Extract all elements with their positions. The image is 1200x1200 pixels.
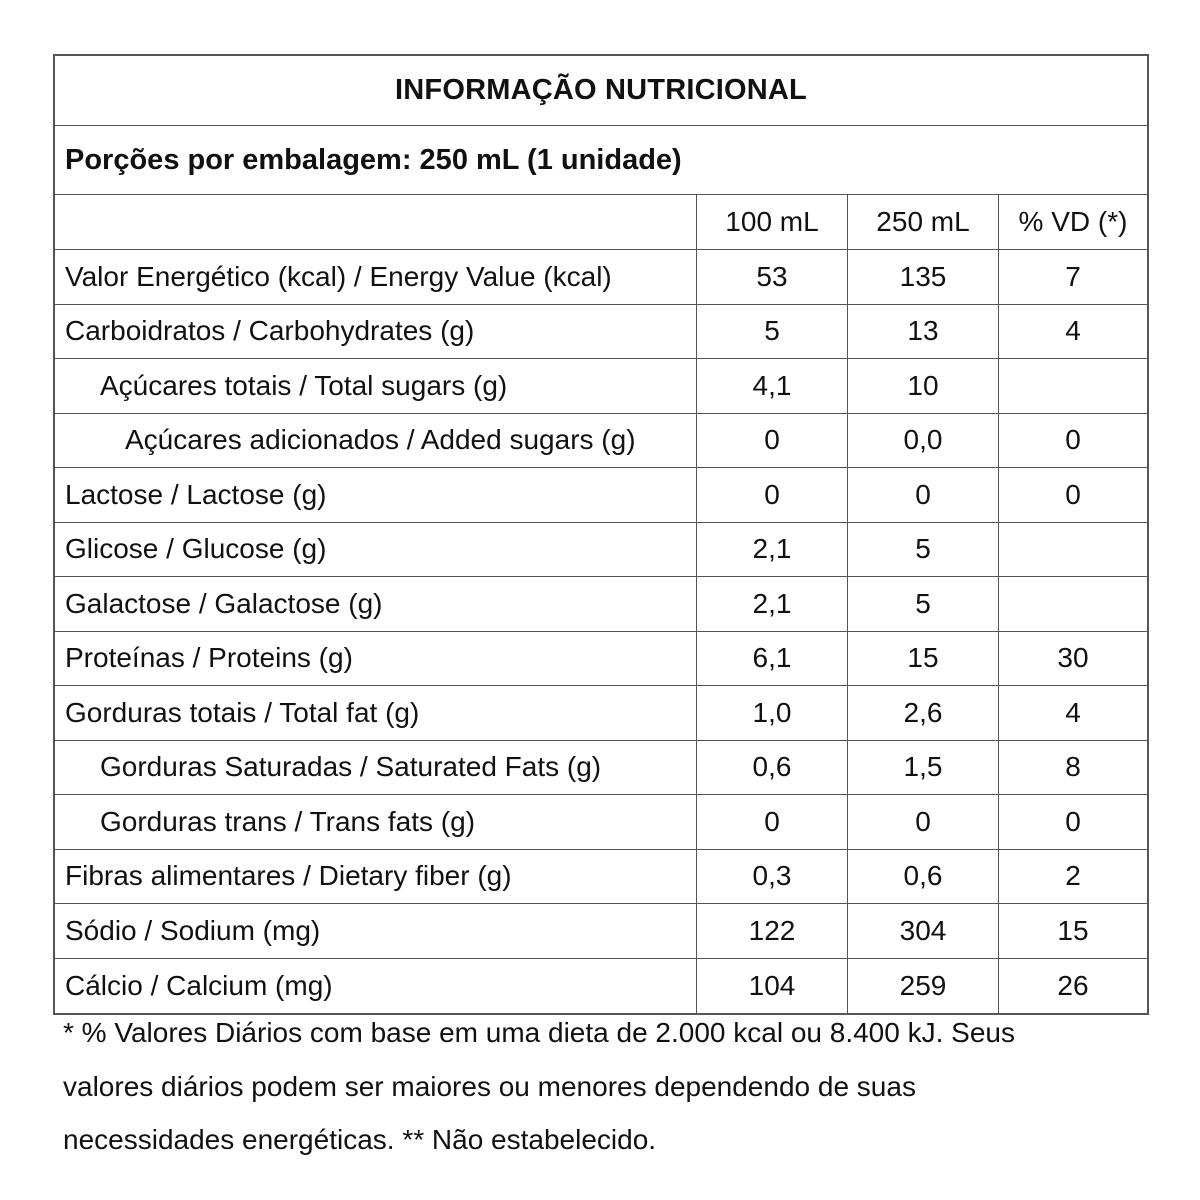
nutrient-grid: [55, 195, 1147, 1013]
value-250ml: 0: [848, 468, 999, 522]
value-100ml: 1,0: [697, 686, 848, 740]
value-250ml: 10: [848, 359, 999, 413]
value-100ml: 0: [697, 795, 848, 849]
nutrient-name: Glicose / Glucose (g): [55, 523, 697, 577]
nutrition-facts-table: [53, 54, 1149, 1015]
value-250ml: 0: [848, 795, 999, 849]
table-row: [55, 414, 1147, 469]
table-row: [55, 305, 1147, 360]
table-row: [55, 359, 1147, 414]
value-vd: 2: [1065, 860, 1081, 892]
value-vd: [999, 577, 1147, 631]
value-250ml: 0,0: [848, 414, 999, 468]
footnote: [63, 1006, 1163, 1167]
table-row: [55, 741, 1147, 796]
nutrient-name: Cálcio / Calcium (mg): [55, 959, 697, 1014]
table-row: [55, 468, 1147, 523]
nutrient-name: Lactose / Lactose (g): [55, 468, 697, 522]
value-vd: 30: [1057, 642, 1089, 674]
column-header-250ml: 250 mL: [848, 195, 999, 249]
column-header-row: [55, 195, 1147, 250]
value-vd: 26: [1057, 969, 1089, 1001]
footnote-line: * % Valores Diários com base em uma dieta de 2.000 kcal ou 8.400 kJ. Seus: [63, 1017, 1015, 1048]
value-100ml: 6,1: [697, 632, 848, 686]
column-header-100ml: 100 mL: [697, 195, 848, 249]
value-100ml: 0: [697, 414, 848, 468]
value-250ml: 5: [848, 577, 999, 631]
value-vd: 15: [1057, 914, 1089, 946]
value-100ml: 4,1: [697, 359, 848, 413]
value-250ml: 5: [848, 523, 999, 577]
nutrient-name: Sódio / Sodium (mg): [55, 904, 697, 958]
nutrient-name: Açúcares totais / Total sugars (g): [55, 359, 697, 413]
table-row: [55, 523, 1147, 578]
value-vd: [999, 359, 1147, 413]
value-vd: [999, 523, 1147, 577]
column-header-vd: % VD (*): [1018, 206, 1128, 237]
value-250ml: 135: [848, 250, 999, 304]
value-250ml: 2,6: [848, 686, 999, 740]
nutrient-name: Galactose / Galactose (g): [55, 577, 697, 631]
value-250ml: 1,5: [848, 741, 999, 795]
table-row: [55, 904, 1147, 959]
value-100ml: 2,1: [697, 523, 848, 577]
table-row: [55, 850, 1147, 905]
value-250ml: 259: [848, 959, 999, 1014]
value-100ml: 53: [697, 250, 848, 304]
nutrient-name: Gorduras Saturadas / Saturated Fats (g): [55, 741, 697, 795]
table-row: [55, 577, 1147, 632]
portion-info: Porções por embalagem: 250 mL (1 unidade): [55, 126, 1147, 195]
value-100ml: 5: [697, 305, 848, 359]
nutrient-name: Fibras alimentares / Dietary fiber (g): [55, 850, 697, 904]
column-header-nutrient: [55, 195, 697, 249]
value-vd: 4: [1065, 315, 1081, 347]
value-100ml: 0,6: [697, 741, 848, 795]
value-250ml: 13: [848, 305, 999, 359]
value-vd: 4: [1065, 696, 1081, 728]
value-100ml: 0,3: [697, 850, 848, 904]
table-row: [55, 795, 1147, 850]
nutrient-name: Açúcares adicionados / Added sugars (g): [55, 414, 697, 468]
table-row: [55, 959, 1147, 1014]
value-250ml: 15: [848, 632, 999, 686]
value-vd: 0: [1065, 478, 1081, 510]
table-row: [55, 632, 1147, 687]
footnote-line: necessidades energéticas. ** Não estabelecido.: [63, 1124, 657, 1155]
table-row: [55, 250, 1147, 305]
nutrient-name: Valor Energético (kcal) / Energy Value (kcal): [55, 250, 697, 304]
table-title: INFORMAÇÃO NUTRICIONAL: [55, 56, 1147, 126]
value-vd: 8: [1065, 751, 1081, 783]
value-100ml: 104: [697, 959, 848, 1014]
footnote-line: valores diários podem ser maiores ou menores dependendo de suas: [63, 1070, 916, 1102]
nutrient-name: Proteínas / Proteins (g): [55, 632, 697, 686]
value-250ml: 0,6: [848, 850, 999, 904]
nutrient-name: Carboidratos / Carbohydrates (g): [55, 305, 697, 359]
nutrient-name: Gorduras trans / Trans fats (g): [55, 795, 697, 849]
table-row: [55, 686, 1147, 741]
nutrient-name: Gorduras totais / Total fat (g): [55, 686, 697, 740]
value-250ml: 304: [848, 904, 999, 958]
value-vd: 7: [1065, 260, 1081, 292]
value-100ml: 2,1: [697, 577, 848, 631]
value-vd: 0: [1065, 805, 1081, 837]
value-vd: 0: [1065, 424, 1081, 456]
value-100ml: 122: [697, 904, 848, 958]
value-100ml: 0: [697, 468, 848, 522]
